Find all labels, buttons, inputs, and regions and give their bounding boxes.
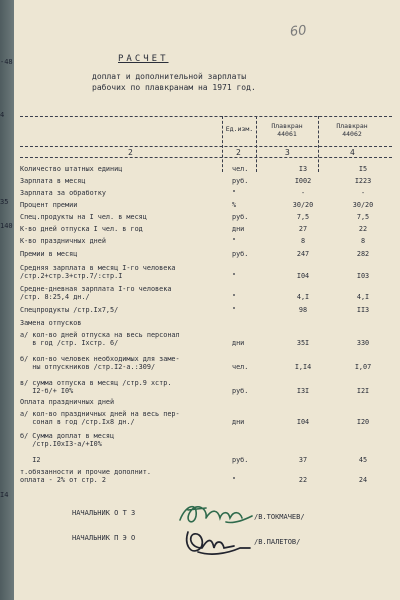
pencil-page-number: 60	[289, 23, 308, 40]
row-value-plavkran-44062: I,07	[354, 363, 372, 371]
row-value-plavkran-44062: II3	[356, 306, 370, 314]
row-label	[20, 468, 220, 484]
row-label-line: а/ кол-во дней отпуска на весь персонал	[20, 331, 180, 339]
header-line: 44062	[342, 130, 362, 138]
signer-name-paletov: /В.ПАЛЕТОВ/	[254, 538, 301, 546]
row-label-line: сонал в год /стр.Iх8 дн./	[20, 418, 135, 426]
row-unit: "	[232, 272, 237, 280]
row-label-line: а/ кол-во праздничных дней на весь пер-	[20, 410, 180, 418]
row-label-line: /стр.I0хI3-а/+I0%	[20, 440, 102, 448]
row-unit: %	[232, 201, 237, 209]
row-label-line: в/ сумма отпуска в месяц /стр.9 хстр.	[20, 379, 172, 387]
row-value-plavkran-44062: 22	[358, 225, 368, 233]
row-value-plavkran-44062: I03	[356, 272, 370, 280]
row-value-plavkran-44061: 4,I	[296, 293, 310, 301]
row-label	[20, 306, 220, 314]
row-unit: "	[232, 476, 237, 484]
row-label-line: Замена отпусков	[20, 319, 82, 327]
row-label-line: Спецпродукты /стр.Iх7,5/	[20, 306, 119, 314]
row-label-line: б/ кол-во человек необходимых для заме-	[20, 355, 180, 363]
row-value-plavkran-44061: I04	[296, 272, 310, 280]
table-top-border	[20, 116, 392, 117]
header-plavkran-1	[258, 122, 316, 138]
row-value-plavkran-44062: I223	[354, 177, 372, 185]
row-label-line: Процент премии	[20, 201, 78, 209]
header-plavkran-2	[320, 122, 384, 138]
document-title: РАСЧЕТ	[118, 54, 169, 64]
row-label	[20, 355, 220, 371]
row-label-line: Зарплата за обработку	[20, 189, 106, 197]
row-label	[20, 456, 220, 464]
row-label	[20, 264, 220, 280]
row-value-plavkran-44061: 30/20	[292, 201, 314, 209]
row-label-line: I2	[20, 456, 41, 464]
row-unit: "	[232, 237, 237, 245]
row-value-plavkran-44062: 24	[358, 476, 368, 484]
row-label	[20, 237, 220, 245]
edge-mark: 140	[0, 222, 13, 230]
row-label	[20, 189, 220, 197]
row-unit: руб.	[232, 213, 249, 221]
row-label	[20, 177, 220, 185]
binding-edge	[0, 0, 14, 600]
row-label	[20, 250, 220, 258]
row-label	[20, 213, 220, 221]
row-label	[20, 398, 220, 406]
document-subtitle	[92, 71, 256, 93]
column-number-border	[20, 157, 392, 158]
row-label	[20, 319, 220, 327]
header-line: Плавкран	[271, 122, 303, 130]
row-value-plavkran-44061: I002	[294, 177, 312, 185]
row-label-line: ны отпускников /стр.I2-а.:309/	[20, 363, 156, 371]
row-label-line: Премии в месяц	[20, 250, 78, 258]
row-unit: дни	[232, 418, 245, 426]
row-value-plavkran-44062: 330	[356, 339, 370, 347]
edge-mark: 35	[0, 198, 9, 206]
row-unit: руб.	[232, 177, 249, 185]
header-unit: Ед.изм.	[225, 125, 254, 133]
row-value-plavkran-44062: 4,I	[356, 293, 370, 301]
row-value-plavkran-44062: 7,5	[356, 213, 370, 221]
row-value-plavkran-44062: 45	[358, 456, 368, 464]
row-unit: чел.	[232, 165, 249, 173]
header-line: 44061	[277, 130, 297, 138]
row-label	[20, 165, 220, 173]
row-value-plavkran-44062: 30/20	[352, 201, 374, 209]
row-value-plavkran-44061: 35I	[296, 339, 310, 347]
row-label	[20, 225, 220, 233]
subtitle-line: рабочих по плавкранам на 1971 год.	[92, 83, 256, 92]
row-unit: "	[232, 293, 237, 301]
row-label-line: К-во дней отпуска I чел. в год	[20, 225, 143, 233]
row-label-line: /стр.2+стр.3+стр.7/:стр.I	[20, 272, 123, 280]
signer-title-otz: НАЧАЛЬНИК О Т З	[72, 509, 136, 517]
row-label	[20, 331, 220, 347]
row-value-plavkran-44062: I5	[358, 165, 368, 173]
row-value-plavkran-44061: 37	[298, 456, 308, 464]
row-label	[20, 410, 220, 426]
row-value-plavkran-44061: 98	[298, 306, 308, 314]
row-unit: руб.	[232, 387, 249, 395]
row-unit: чел.	[232, 363, 249, 371]
row-value-plavkran-44062: I20	[356, 418, 370, 426]
row-label-line: Оплата праздничных дней	[20, 398, 115, 406]
row-label-line: Зарплата в месяц	[20, 177, 86, 185]
edge-mark: -48	[0, 58, 13, 66]
row-value-plavkran-44062: -	[360, 189, 366, 197]
row-label-line: оплата - 2% от стр. 2	[20, 476, 106, 484]
row-label-line: /стр. 8:25,4 дн./	[20, 293, 90, 301]
row-value-plavkran-44061: 27	[298, 225, 308, 233]
row-label	[20, 201, 220, 209]
subtitle-line: доплат и дополнительной зарплаты	[92, 72, 247, 81]
row-value-plavkran-44062: 282	[356, 250, 370, 258]
row-unit: руб.	[232, 456, 249, 464]
signer-name-tokmachev: /В.ТОКМАЧЕВ/	[254, 513, 305, 521]
row-label-line: б/ Сумма доплат в месяц	[20, 432, 115, 440]
row-unit: руб.	[232, 250, 249, 258]
handwritten-signature-paletov	[180, 524, 254, 558]
column-number: 2	[128, 148, 133, 157]
column-divider	[318, 116, 319, 172]
row-value-plavkran-44062: 8	[360, 237, 366, 245]
signer-title-peo: НАЧАЛЬНИК П Э О	[72, 534, 136, 542]
header-bottom-border	[20, 146, 392, 147]
column-number: 3	[285, 148, 290, 157]
row-label-line: Средне-дневная зарплата I-го человека	[20, 285, 172, 293]
column-number: 4	[350, 148, 355, 157]
row-label	[20, 432, 220, 448]
edge-mark: 4	[0, 111, 5, 119]
row-label	[20, 285, 220, 301]
row-label-line: в год /стр. Iхстр. 6/	[20, 339, 119, 347]
row-value-plavkran-44061: I,I4	[294, 363, 312, 371]
row-value-plavkran-44061: I3I	[296, 387, 310, 395]
row-value-plavkran-44061: I04	[296, 418, 310, 426]
row-label-line: Средняя зарплата в месяц I-го человека	[20, 264, 176, 272]
row-label-line: т.обязанности и прочие дополнит.	[20, 468, 151, 476]
row-unit: "	[232, 306, 237, 314]
row-value-plavkran-44061: 7,5	[296, 213, 310, 221]
edge-mark: I4	[0, 491, 9, 499]
row-label-line: I2-б/+ I0%	[20, 387, 74, 395]
row-value-plavkran-44061: 247	[296, 250, 310, 258]
row-unit: дни	[232, 225, 245, 233]
column-divider	[256, 116, 257, 172]
row-label-line: Количество штатных единиц	[20, 165, 123, 173]
row-unit: "	[232, 189, 237, 197]
row-unit: дни	[232, 339, 245, 347]
column-number: 2	[236, 148, 241, 157]
row-label-line: Спец.продукты на I чел. в месяц	[20, 213, 147, 221]
row-value-plavkran-44061: I3	[298, 165, 308, 173]
header-line: Плавкран	[336, 122, 368, 130]
row-value-plavkran-44061: 8	[300, 237, 306, 245]
row-value-plavkran-44061: 22	[298, 476, 308, 484]
row-label-line: К-во праздничных дней	[20, 237, 106, 245]
row-value-plavkran-44061: -	[300, 189, 306, 197]
row-value-plavkran-44062: I2I	[356, 387, 370, 395]
row-label	[20, 379, 220, 395]
